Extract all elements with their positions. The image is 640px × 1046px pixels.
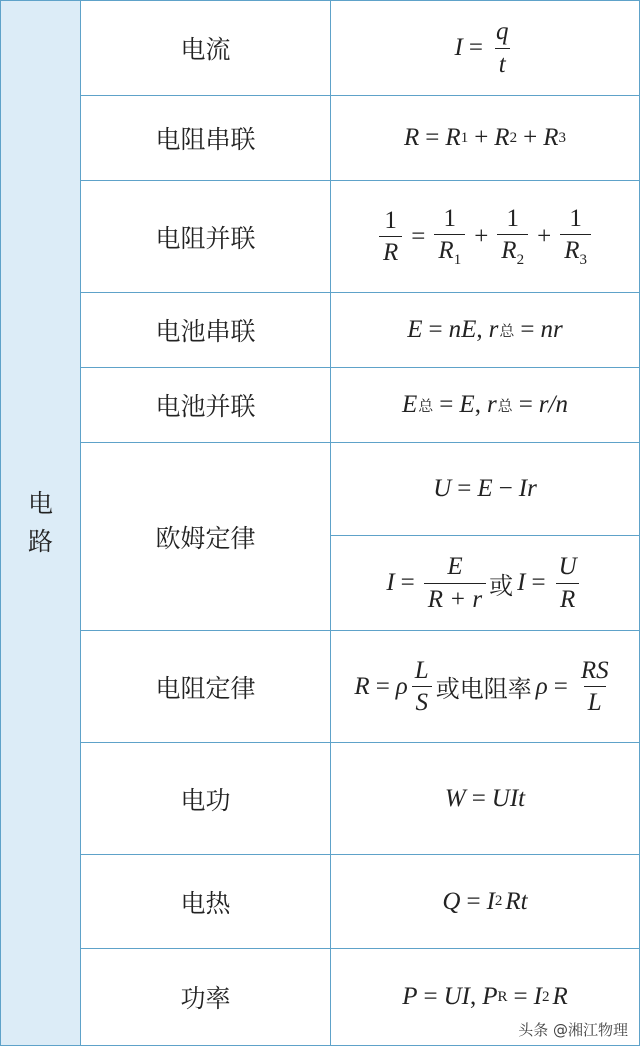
formula-electric-work: W = UIt — [444, 784, 526, 812]
quantity-name: 电池串联 — [81, 293, 331, 367]
fraction: $\frac{E}{R + r}$ — [424, 553, 486, 613]
fraction: $\frac{1}{R}$ — [379, 207, 402, 267]
quantity-name: 电阻定律 — [81, 631, 331, 742]
formula-electric-heat: Q = I 2 Rt — [442, 887, 528, 915]
formula-resistance-law: R = ρ $\frac{L}{S}$ 或电阻率 ρ = $\frac{RS}{L}$ — [331, 631, 639, 742]
formula-series-batteries: E = nE , r 总 = nr — [407, 316, 563, 343]
table-row-electric-heat — [81, 855, 639, 949]
table-row-resistance-law — [81, 631, 639, 743]
fraction: $\frac{q}{t}$ — [495, 18, 509, 78]
quantity-name: 欧姆定律 — [81, 443, 331, 630]
quantity-name: 电阻并联 — [81, 181, 331, 292]
fraction: $\frac{RS}{L}$ — [580, 656, 609, 716]
formula-parallel-batteries: E 总 = E , r 总 = r/n — [402, 391, 568, 418]
table-row-ohms-law — [81, 443, 639, 631]
quantity-name: 电阻串联 — [81, 96, 331, 180]
table-row-current — [81, 1, 639, 96]
quantity-name: 电池并联 — [81, 368, 331, 442]
category-label: 电路 — [28, 489, 54, 556]
formula-series-resistors: R = R 1 + R 2 + R 3 — [404, 124, 566, 151]
formula-ohms-law-current: I = $\frac{E}{R + r}$ 或 I = $\frac{U}{R}$ — [331, 536, 639, 630]
formula-ohms-law-emf: U = E − Ir — [331, 443, 639, 536]
table-row-parallel-batteries — [81, 368, 639, 443]
formula-power: P = UI , P R = I 2 R — [402, 983, 568, 1010]
table-row-series-batteries — [81, 293, 639, 368]
category-cell — [1, 1, 81, 1045]
table-row-electric-work — [81, 743, 639, 855]
fraction: $\frac{1}{R_2}$ — [497, 205, 528, 269]
fraction: $\frac{U}{R}$ — [555, 553, 581, 613]
quantity-name: 电热 — [81, 855, 331, 948]
quantity-name: 电功 — [81, 743, 331, 854]
watermark: 头条 @湘江物理 — [518, 1021, 628, 1039]
formula-parallel-resistors: $\frac{1}{R}$ = $\frac{1}{R_1}$ + $\frac{1}{R_2}$ + $\frac{1}{R_3}$ — [331, 181, 639, 292]
formula-current: I = $\frac{q}{t}$ — [331, 1, 639, 95]
fraction: $\frac{1}{R_1}$ — [434, 205, 465, 269]
table-row-series-resistors — [81, 96, 639, 181]
fraction: $\frac{L}{S}$ — [411, 657, 433, 717]
quantity-name: 功率 — [81, 949, 331, 1045]
table-row-parallel-resistors — [81, 181, 639, 293]
fraction: $\frac{1}{R_3}$ — [560, 205, 591, 269]
quantity-name: 电流 — [81, 1, 331, 95]
